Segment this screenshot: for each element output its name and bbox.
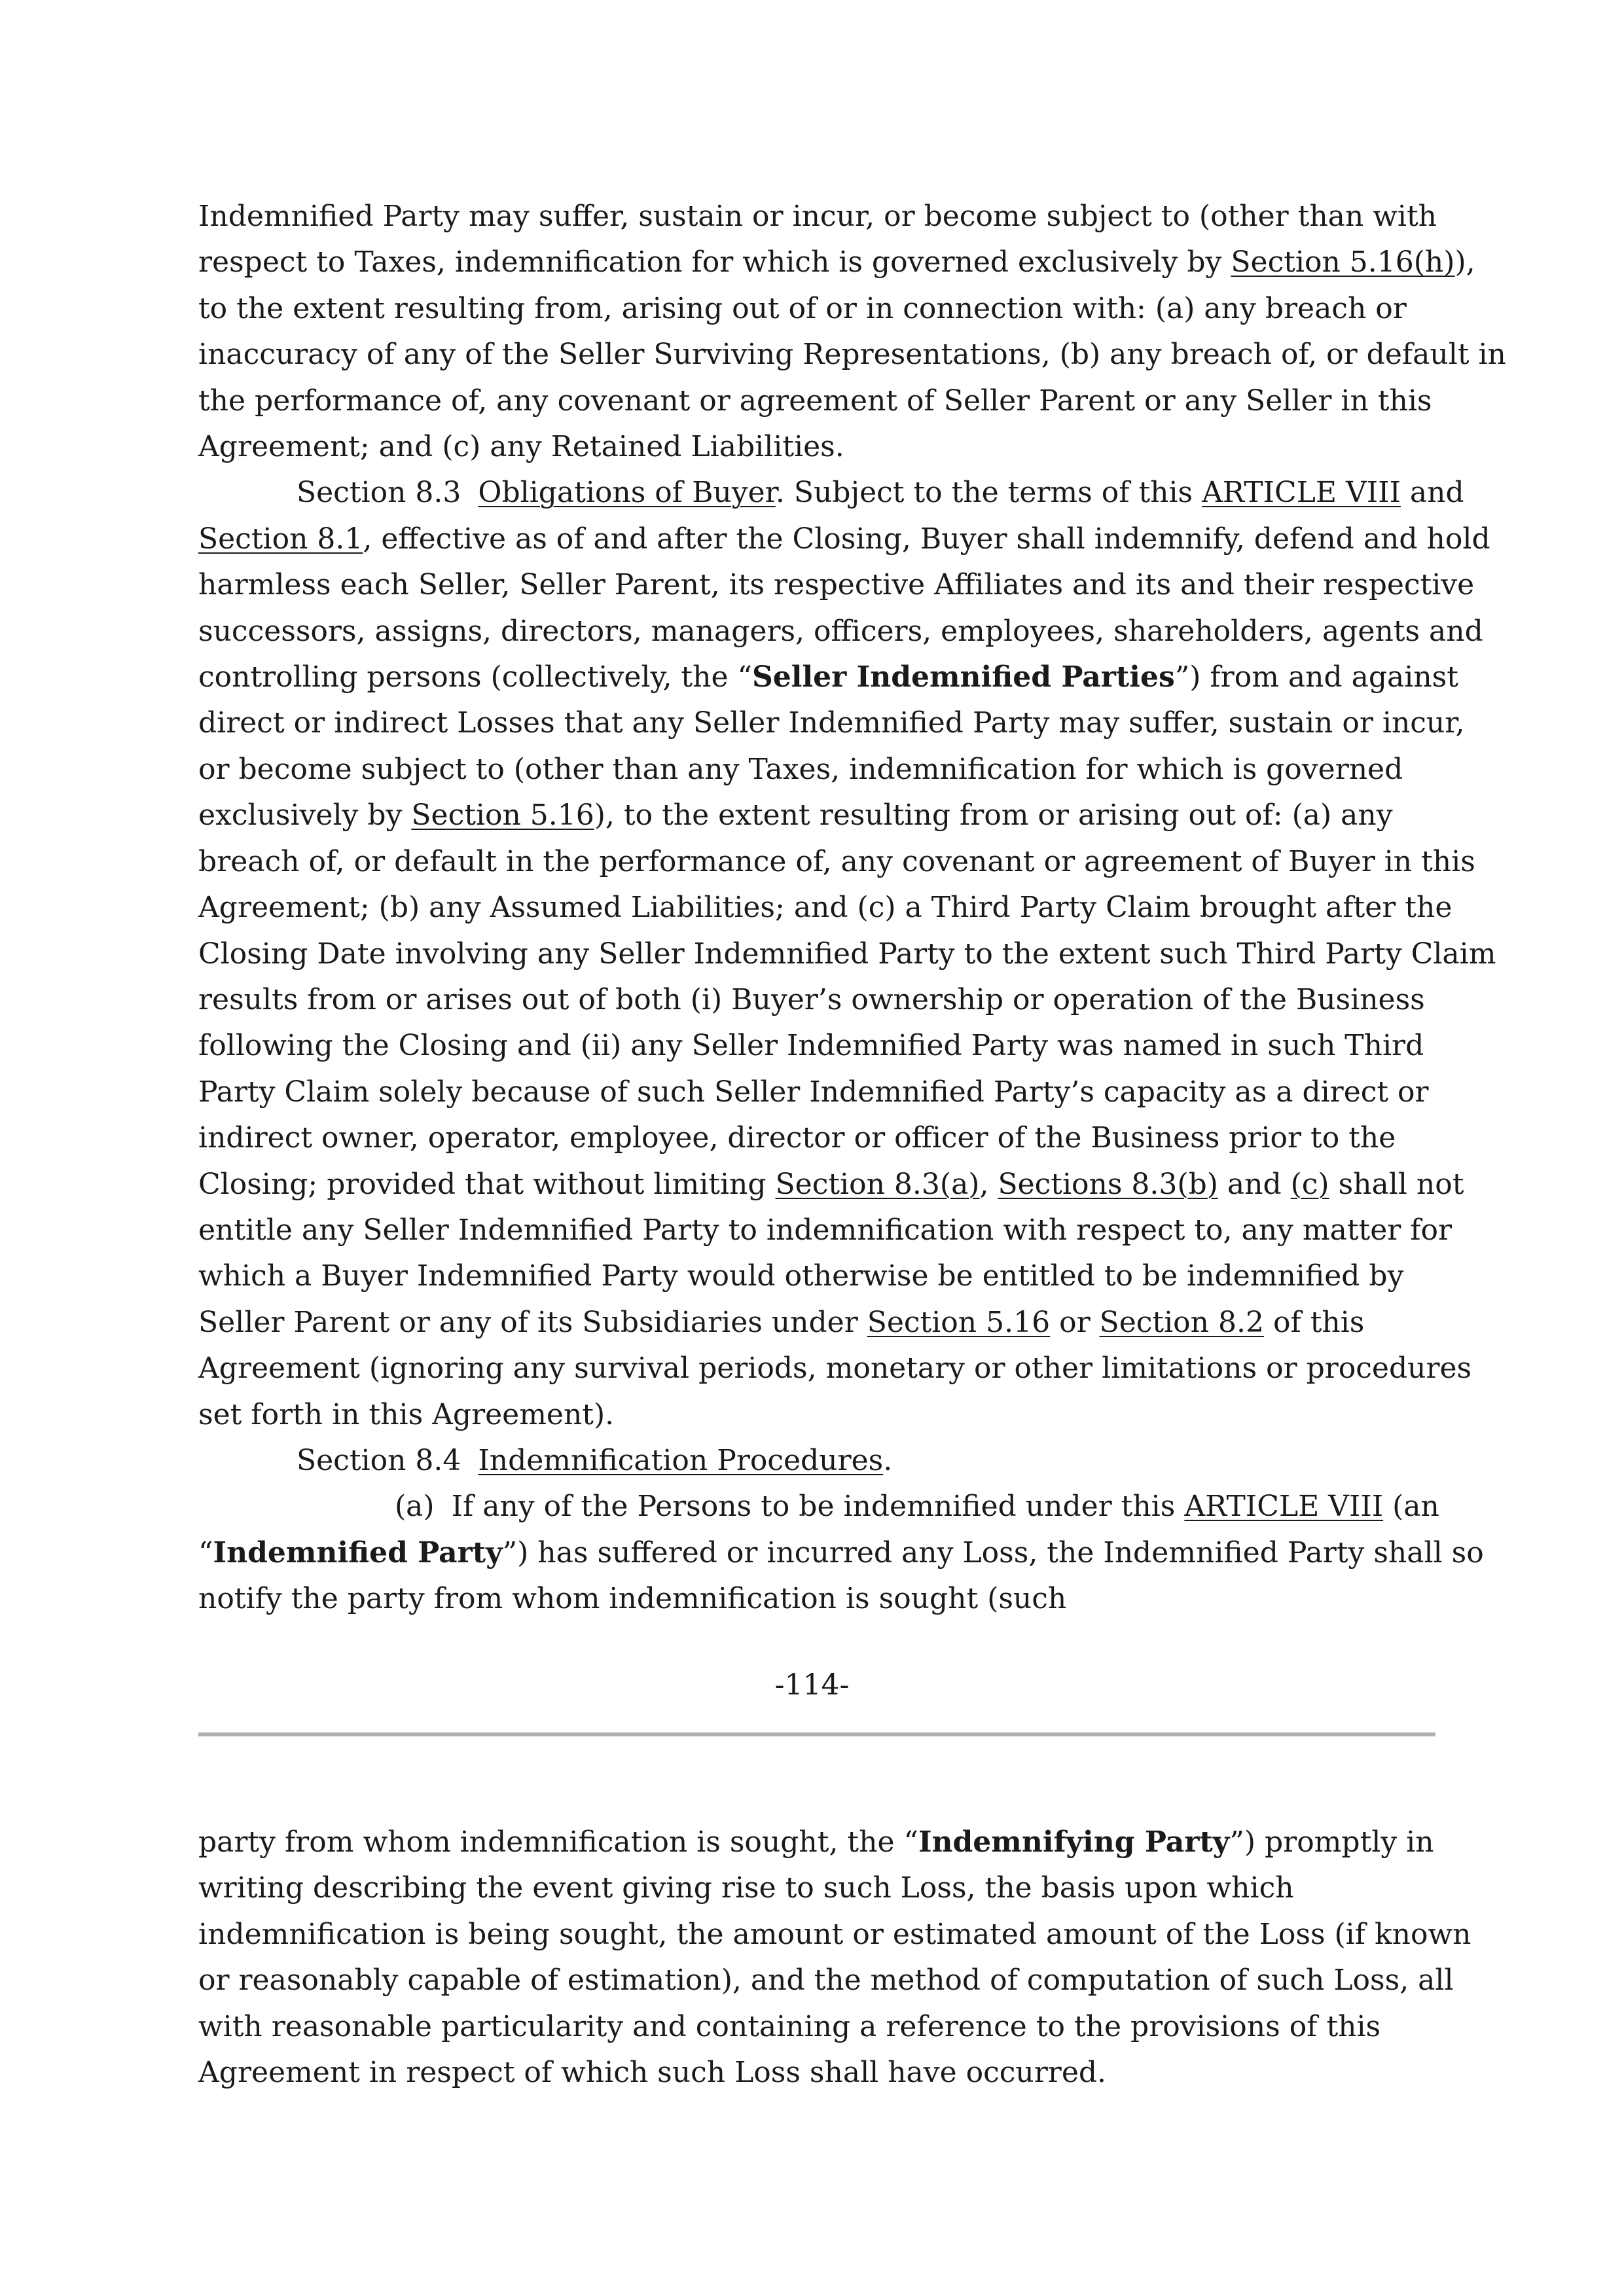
s83-line-9: breach of, or default in the performance of, any covenant or agreement of Buyer in this (198, 844, 1475, 878)
section-heading: Indemnification Procedures (478, 1443, 884, 1477)
next-page-line-6: Agreement in respect of which such Loss shall have occurred. (198, 2056, 1107, 2090)
page-number: -114- (774, 1668, 850, 1702)
s83-line-13: following the Closing and (ii) any Seller Indemnified Party was named in such Third (198, 1029, 1424, 1063)
s84-heading-line: Section 8.4 Indemnification Procedures. (297, 1443, 893, 1477)
section-8-2-link[interactable]: Section 8.2 (1099, 1305, 1264, 1339)
s82-line-2: respect to Taxes, indemnification for which is governed exclusively by Section 5.16(h)), (198, 245, 1475, 279)
s82-line-1: Indemnified Party may suffer, sustain or incur, or become subject to (other than with (198, 200, 1437, 233)
next-page-line-1: party from whom indemnification is sought, the “Indemnifying Party”) promptly in (198, 1825, 1434, 1859)
s83-line-18: which a Buyer Indemnified Party would otherwise be entitled to be indemnified by (198, 1259, 1404, 1293)
defined-term: Indemnifying Party (918, 1825, 1230, 1859)
s83-line-3: harmless each Seller, Seller Parent, its respective Affiliates and its and their respective (198, 568, 1475, 602)
section-c-link[interactable]: (c) (1290, 1167, 1329, 1201)
s83-line-5: controlling persons (collectively, the “Seller Indemnified Parties”) from and against (198, 660, 1458, 694)
section-number: Section 8.3 (297, 476, 461, 510)
next-page-line-5: with reasonable particularity and containing a reference to the provisions of this (198, 2009, 1381, 2043)
section-8-1-link[interactable]: Section 8.1 (198, 522, 363, 556)
s83-line-21: set forth in this Agreement). (198, 1397, 615, 1431)
section-5-16-link-2[interactable]: Section 5.16 (867, 1305, 1051, 1339)
s83-line-17: entitle any Seller Indemnified Party to indemnification with respect to, any matter for (198, 1213, 1453, 1247)
s84a-line-1: (a) If any of the Persons to be indemnified under this ARTICLE VIII (an (395, 1490, 1439, 1524)
page-divider (198, 1732, 1435, 1736)
s83-line-6: direct or indirect Losses that any Seller Indemnified Party may suffer, sustain or incur, (198, 706, 1465, 740)
s82-line-5: the performance of, any covenant or agreement of Seller Parent or any Seller in this (198, 384, 1432, 418)
next-page-line-2: writing describing the event giving rise to such Loss, the basis upon which (198, 1871, 1294, 1905)
section-number: Section 8.4 (297, 1443, 461, 1477)
sections-8-3-b-link[interactable]: Sections 8.3(b) (998, 1167, 1218, 1201)
s83-line-7: or become subject to (other than any Taxes, indemnification for which is governed (198, 752, 1403, 786)
s84a-line-2: “Indemnified Party”) has suffered or incurred any Loss, the Indemnified Party shall so (198, 1535, 1484, 1570)
s83-line-16: Closing; provided that without limiting Section 8.3(a), Sections 8.3(b) and (c) shall not (198, 1167, 1464, 1201)
top-text-block (198, 194, 1506, 1623)
bottom-text-block (198, 1820, 1471, 2096)
s83-line-15: indirect owner, operator, employee, director or officer of the Business prior to the (198, 1121, 1396, 1155)
s83-line-4: successors, assigns, directors, managers, officers, employees, shareholders, agents and (198, 614, 1483, 648)
s83-line-20: Agreement (ignoring any survival periods, monetary or other limitations or procedures (198, 1352, 1472, 1386)
s84a-line-3: notify the party from whom indemnification is sought (such (198, 1582, 1067, 1616)
defined-term: Seller Indemnified Parties (751, 660, 1175, 694)
s83-line-11: Closing Date involving any Seller Indemnified Party to the extent such Third Party Claim (198, 937, 1496, 971)
s83-line-8: exclusively by Section 5.16), to the extent resulting from or arising out of: (a) any (198, 798, 1393, 833)
s82-line-6: Agreement; and (c) any Retained Liabilities. (198, 430, 844, 464)
section-5-16-link[interactable]: Section 5.16 (411, 798, 594, 833)
s82-line-3: to the extent resulting from, arising out of or in connection with: (a) any breach or (198, 291, 1407, 325)
s82-line-4: inaccuracy of any of the Seller Surviving Representations, (b) any breach of, or default in (198, 338, 1506, 372)
next-page-line-4: or reasonably capable of estimation), and the method of computation of such Loss, all (198, 1964, 1454, 1998)
s83-line-10: Agreement; (b) any Assumed Liabilities; and (c) a Third Party Claim brought after the (198, 891, 1453, 925)
article-viii-link[interactable]: ARTICLE VIII (1202, 476, 1401, 510)
s83-line-12: results from or arises out of both (i) Buyer’s ownership or operation of the Business (198, 982, 1425, 1016)
section-5-16-h-link[interactable]: Section 5.16(h) (1231, 245, 1455, 279)
section-8-3-a-link[interactable]: Section 8.3(a) (775, 1167, 980, 1201)
clause-label: (a) (395, 1490, 435, 1524)
next-page-line-3: indemnification is being sought, the amount or estimated amount of the Loss (if known (198, 1917, 1471, 1951)
section-heading: Obligations of Buyer (478, 476, 776, 510)
s83-line-1: Section 8.3 Obligations of Buyer. Subject to the terms of this ARTICLE VIII and (297, 476, 1464, 510)
defined-term: Indemnified Party (213, 1535, 503, 1570)
article-viii-link-2[interactable]: ARTICLE VIII (1184, 1490, 1384, 1524)
s83-line-2: Section 8.1, effective as of and after the Closing, Buyer shall indemnify, defend and hold (198, 522, 1490, 556)
s83-line-19: Seller Parent or any of its Subsidiaries under Section 5.16 or Section 8.2 of this (198, 1305, 1365, 1339)
s83-line-14: Party Claim solely because of such Seller Indemnified Party’s capacity as a direct or (198, 1075, 1429, 1109)
